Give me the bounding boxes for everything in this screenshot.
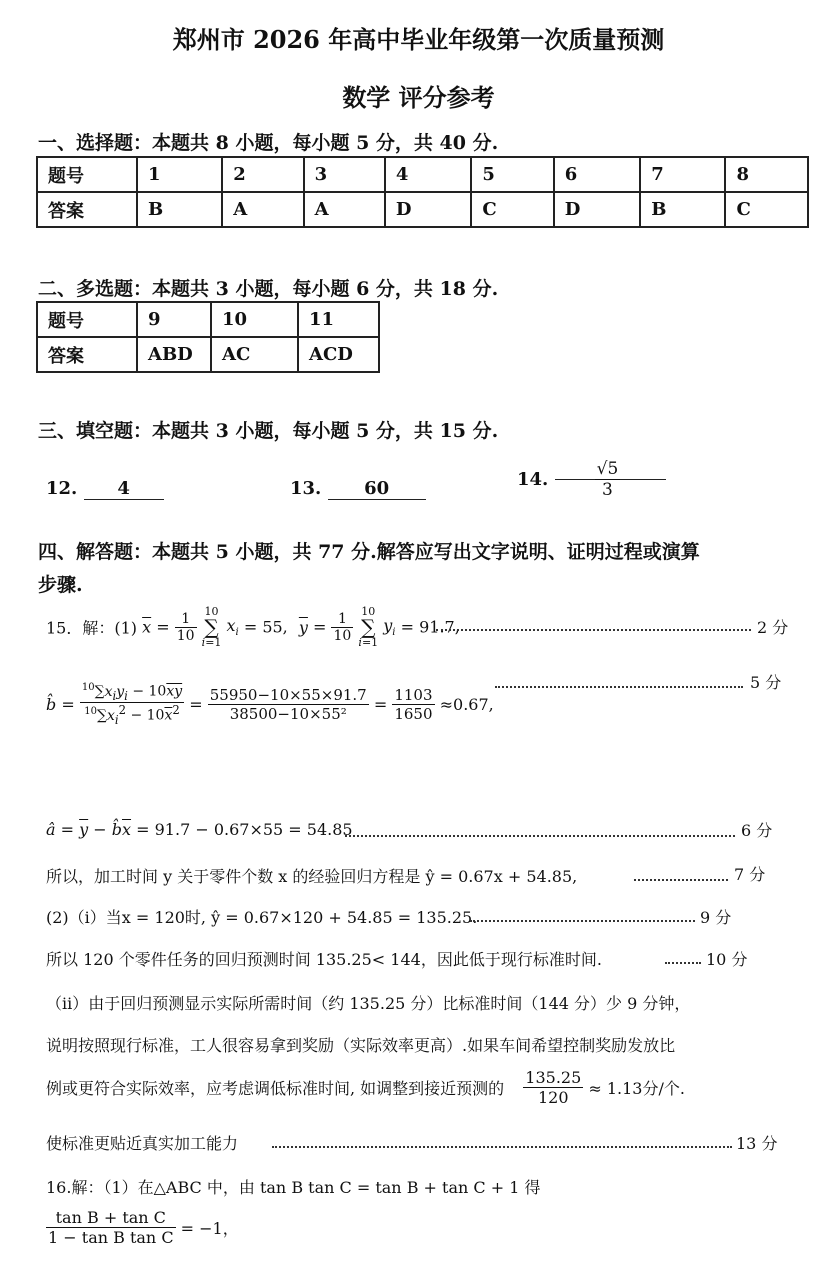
answer-cell: A bbox=[222, 192, 303, 227]
fill-item-12 bbox=[46, 478, 164, 500]
leader-dots bbox=[345, 822, 735, 841]
q15-part2-ii-line4: 使标准更贴近真实加工能力 bbox=[46, 1134, 239, 1153]
q16-line1: 16.解：（1）在△ABC 中，由 tan B tan C = tan B + tan C + 1 得 bbox=[46, 1178, 541, 1197]
fill-blank-left bbox=[555, 479, 595, 480]
score-mark: 7 分 bbox=[734, 865, 766, 884]
fraction-denominator: 1650 bbox=[394, 704, 433, 723]
leader-dots bbox=[272, 1133, 732, 1152]
q15-prefix: 15．解：(1) bbox=[46, 618, 138, 638]
table-row-question-numbers bbox=[37, 157, 808, 192]
ii-line3-text: 例或更符合实际效率，应考虑调低标准时间, 如调整到接近预测的 bbox=[46, 1079, 505, 1098]
leader-dots bbox=[436, 616, 751, 635]
fraction-denominator: 38500−10×55² bbox=[229, 704, 347, 723]
answer-cell: A bbox=[304, 192, 385, 227]
slope-substitution bbox=[208, 686, 369, 723]
page-subtitle: 数学 评分参考 bbox=[342, 83, 495, 112]
question-number: 5 bbox=[471, 157, 553, 192]
slope-approx: ≈0.67, bbox=[439, 694, 494, 714]
fill-blank-right bbox=[620, 479, 666, 480]
row-label-question: 题号 bbox=[37, 157, 137, 192]
section1-heading: 一、选择题：本题共 8 小题，每小题 5 分，共 40 分. bbox=[38, 132, 499, 154]
answer-cell: D bbox=[554, 192, 640, 227]
fraction-denominator: 1 − tan B tan C bbox=[48, 1228, 174, 1247]
section1-answer-table bbox=[36, 156, 809, 228]
leader-dots bbox=[470, 907, 695, 926]
score-mark: 10 分 bbox=[706, 950, 748, 969]
answer-cell: C bbox=[725, 192, 808, 227]
fraction-numerator: √5 bbox=[596, 459, 619, 479]
fill-item-13 bbox=[290, 478, 426, 500]
tan-sum-fraction bbox=[46, 1208, 176, 1247]
fill-item-14 bbox=[517, 459, 666, 500]
score-mark: 13 分 bbox=[736, 1134, 778, 1153]
answer-cell: D bbox=[385, 192, 471, 227]
xbar-value: = 55, bbox=[243, 617, 288, 637]
question-number: 1 bbox=[137, 157, 222, 192]
section2-answer-table bbox=[36, 301, 380, 373]
fraction-numerator: 135.25 bbox=[525, 1068, 582, 1087]
fill-answer: 4 bbox=[84, 478, 164, 500]
question-number: 6 bbox=[554, 157, 640, 192]
ii-fraction-tail: ≈ 1.13分/个. bbox=[588, 1079, 685, 1098]
q15-part2-i: (2)（i）当x = 120时, ŷ = 0.67×120 + 54.85 = 135.25. bbox=[46, 908, 478, 927]
q16-fraction-tail: = −1， bbox=[180, 1219, 239, 1238]
fill-answer-fraction bbox=[595, 459, 621, 500]
slope-fraction bbox=[392, 686, 434, 723]
question-number: 3 bbox=[304, 157, 385, 192]
ybar-value: = 91.7, bbox=[400, 617, 460, 637]
score-mark: 5 分 bbox=[750, 673, 782, 692]
question-number: 7 bbox=[640, 157, 725, 192]
row-label-answer: 答案 bbox=[37, 337, 137, 372]
q15-part2-ii-line3 bbox=[46, 1068, 685, 1107]
fraction-numerator: 1103 bbox=[394, 685, 433, 704]
q15-part2-ii-line2: 说明按照现行标准，工人很容易拿到奖励（实际效率更高）.如果车间希望控制奖励发放比 bbox=[46, 1036, 676, 1055]
row-label-answer: 答案 bbox=[37, 192, 137, 227]
table-row-question-numbers bbox=[37, 302, 379, 337]
q15-slope-calculation: b̂ = $\frac{^{10}\sum x_iy_i - 10\overline{xy}}{^{10}\sum x_i^2 - 10\overline{x}^2}$ = $\frac{55950-10\times 55\times 91.7}{\text{38500−10×55²}}$ = $\frac{1103}{1650}$ ≈0.67, bbox=[46, 682, 494, 727]
fraction-denominator: 120 bbox=[538, 1088, 569, 1107]
q15-conclusion: 所以 120 个零件任务的回归预测时间 135.25< 144，因此低于现行标准时间. bbox=[46, 950, 602, 969]
q15-part2-ii-line1: （ii）由于回归预测显示实际所需时间（约 135.25 分）比标准时间（144 分）少 9 分钟， bbox=[46, 994, 691, 1013]
slope-formula: $\frac{^{10}\sum x_iy_i - 10\overline{xy}}{^{10}\sum x_i^2 - 10\overline{x}^2}$ bbox=[81, 682, 183, 727]
score-mark: 2 分 bbox=[757, 618, 789, 637]
question-number: 10 bbox=[211, 302, 298, 337]
section4-heading-line1: 四、解答题：本题共 5 小题，共 77 分.解答应写出文字说明、证明过程或演算 bbox=[38, 541, 700, 563]
question-number: 9 bbox=[137, 302, 211, 337]
score-mark: 9 分 bbox=[700, 908, 732, 927]
fill-label: 12. bbox=[46, 478, 78, 499]
leader-dots bbox=[634, 866, 728, 885]
table-row-answers bbox=[37, 192, 808, 227]
question-number: 11 bbox=[298, 302, 379, 337]
q16-fraction-line bbox=[46, 1208, 239, 1247]
answer-cell: ABD bbox=[137, 337, 211, 372]
question-number: 2 bbox=[222, 157, 303, 192]
fill-label: 13. bbox=[290, 478, 322, 499]
answer-cell: ACD bbox=[298, 337, 379, 372]
fraction-numerator: tan B + tan C bbox=[46, 1208, 176, 1228]
leader-dots bbox=[495, 673, 743, 692]
q15-intercept-line: â = $\overline{y}$ − $b̂\overline{x} = 91.7 - 0.67\times 55 = 54.85$ bbox=[46, 820, 353, 839]
fraction-numerator: 55950−10×55×91.7 bbox=[209, 685, 367, 704]
q15-mean-line: 15．解：(1) $\overline{x}$ = $\frac{1}{10}$ 10 ∑ i=1 $x_i = 55$, $\overline{y}$ = $\frac{1}{10}$ 10 ∑ i=1 $y_i = 91.7$, bbox=[46, 605, 460, 649]
adjusted-time-fraction bbox=[523, 1068, 583, 1107]
answer-cell: AC bbox=[211, 337, 298, 372]
question-number: 8 bbox=[725, 157, 808, 192]
intercept-value: = 91.7 − 0.67×55 = 54.85 bbox=[136, 820, 353, 839]
table-row-answers bbox=[37, 337, 379, 372]
row-label-question: 题号 bbox=[37, 302, 137, 337]
fraction-denominator: 3 bbox=[602, 480, 613, 500]
page-title: 郑州市 2026 年高中毕业年级第一次质量预测 bbox=[172, 25, 665, 54]
q15-regression-equation: 所以，加工时间 y 关于零件个数 x 的经验回归方程是 ŷ = 0.67x + 54.85, bbox=[46, 867, 578, 886]
fill-label: 14. bbox=[517, 469, 549, 490]
answer-cell: C bbox=[471, 192, 553, 227]
section3-heading: 三、填空题：本题共 3 小题，每小题 5 分，共 15 分. bbox=[38, 420, 499, 442]
fill-answer: 60 bbox=[328, 478, 426, 500]
answer-cell: B bbox=[640, 192, 725, 227]
question-number: 4 bbox=[385, 157, 471, 192]
section4-heading-line2: 步骤. bbox=[38, 574, 83, 596]
section2-heading: 二、多选题：本题共 3 小题，每小题 6 分，共 18 分. bbox=[38, 278, 499, 300]
score-mark: 6 分 bbox=[741, 821, 773, 840]
answer-cell: B bbox=[137, 192, 222, 227]
leader-dots bbox=[665, 949, 701, 968]
